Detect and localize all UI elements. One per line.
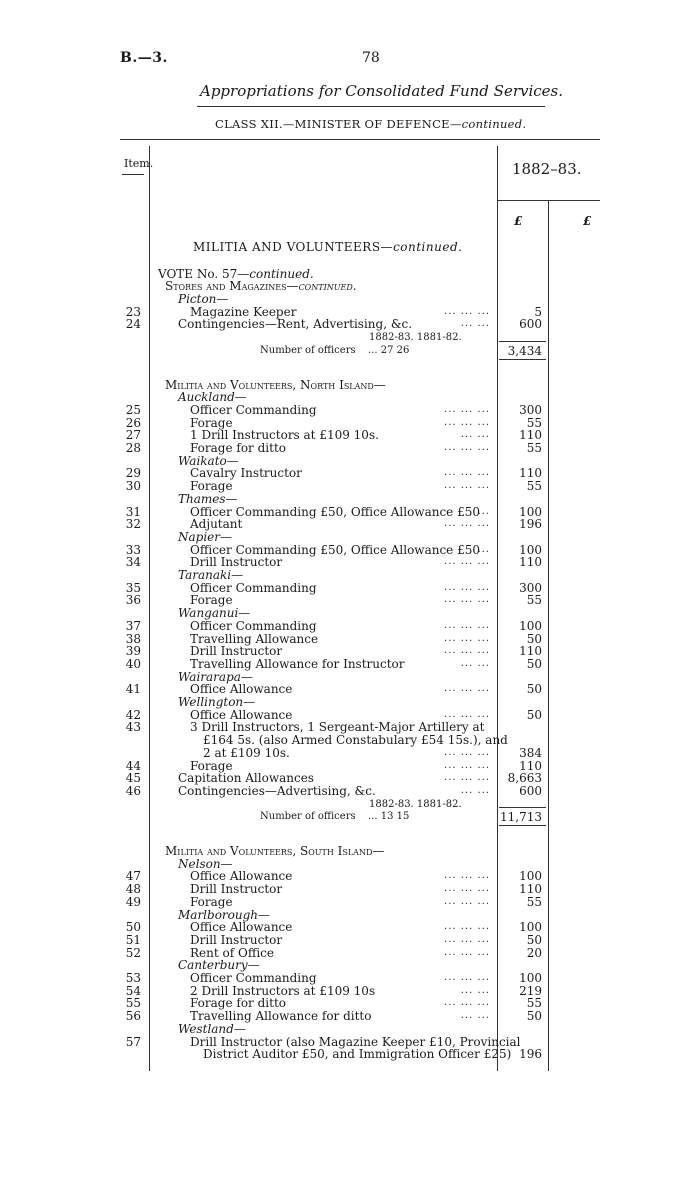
item-number: 33 xyxy=(125,542,141,557)
item-amount: 110 xyxy=(519,644,542,659)
district-heading: Auckland— xyxy=(178,390,247,405)
item-description: Drill Instructor xyxy=(190,644,283,659)
item-number: 42 xyxy=(125,707,141,722)
item-number: 46 xyxy=(125,783,141,798)
item-amount: 50 xyxy=(526,707,542,722)
subtotal-rule-top xyxy=(499,341,546,342)
page-number: 78 xyxy=(362,50,380,66)
item-amount: 196 xyxy=(519,1047,542,1062)
item-description: Forage xyxy=(190,894,233,909)
item-number: 23 xyxy=(125,304,141,319)
district-heading: Thames— xyxy=(178,491,238,506)
item-description: 2 at £109 10s. xyxy=(203,745,290,760)
vote-heading: VOTE No. 57—continued. xyxy=(158,267,314,281)
item-number: 47 xyxy=(125,869,141,884)
leader-dots: ... ... ... xyxy=(444,467,490,479)
item-amount: 55 xyxy=(526,479,542,494)
leader-dots: ... ... ... xyxy=(444,708,490,720)
subtotal-rule-bottom xyxy=(499,359,546,360)
item-number: 51 xyxy=(125,932,141,947)
item-amount: 384 xyxy=(519,745,542,760)
leader-dots: ... ... ... xyxy=(444,619,490,631)
item-description: Cavalry Instructor xyxy=(190,466,302,481)
title-rule xyxy=(197,106,545,107)
item-amount: 100 xyxy=(519,618,542,633)
leader-dots: ... ... ... xyxy=(444,972,490,983)
leader-dots: ... ... ... xyxy=(444,442,490,453)
item-amount: 100 xyxy=(519,869,542,884)
item-number: 40 xyxy=(125,656,141,671)
item-description: Officer Commanding xyxy=(190,402,317,417)
leader-dots: ... ... xyxy=(460,1010,490,1022)
item-number: 44 xyxy=(125,758,141,773)
item-description: Travelling Allowance xyxy=(190,631,319,646)
item-description: Travelling Allowance for ditto xyxy=(190,1009,372,1024)
currency-symbol-1: £ xyxy=(514,214,523,228)
leader-dots: ... ... xyxy=(460,429,490,441)
item-number: 35 xyxy=(125,580,141,595)
item-amount: 50 xyxy=(526,932,542,947)
leader-dots: ... ... ... xyxy=(444,933,490,945)
item-description: Forage xyxy=(190,593,233,608)
item-number: 39 xyxy=(125,644,141,659)
region-heading: Militia and Volunteers, North Island— xyxy=(165,377,386,392)
item-amount: 110 xyxy=(519,555,542,570)
item-description: Forage xyxy=(190,479,233,494)
item-description: Forage for ditto xyxy=(190,441,286,455)
amount-column-rule xyxy=(548,200,549,1071)
district-heading: Picton— xyxy=(178,292,229,306)
item-number: 29 xyxy=(125,466,141,481)
item-amount: 55 xyxy=(526,415,542,430)
item-number: 55 xyxy=(125,996,141,1011)
item-number: 25 xyxy=(125,402,141,417)
district-heading: Westland— xyxy=(178,1021,246,1036)
document-code: B.—3. xyxy=(120,50,168,66)
item-amount: 300 xyxy=(519,402,542,417)
item-number: 57 xyxy=(125,1034,141,1049)
item-number: 50 xyxy=(125,920,141,935)
item-description: Contingencies—Advertising, &c. xyxy=(178,783,376,798)
item-number: 52 xyxy=(125,945,141,960)
item-number: 49 xyxy=(125,894,141,909)
item-amount: 600 xyxy=(519,783,542,798)
item-amount: 110 xyxy=(519,882,542,897)
officer-counts: ... 13 15 xyxy=(368,811,410,823)
item-number: 37 xyxy=(125,618,141,633)
item-number: 53 xyxy=(125,971,141,985)
item-description: 3 Drill Instructors, 1 Sergeant-Major Artillery at xyxy=(190,720,485,735)
district-heading: Taranaki— xyxy=(178,568,244,582)
subhead: Stores and Magazines—continued. xyxy=(165,279,357,293)
leader-dots: ... ... ... xyxy=(444,403,490,415)
subtotal-amount: 3,434 xyxy=(507,343,542,358)
item-number: 27 xyxy=(125,428,141,443)
item-description: 1 Drill Instructors at £109 10s. xyxy=(190,428,379,443)
item-description: Officer Commanding £50, Office Allowance £50 xyxy=(190,504,480,519)
item-description: £164 5s. (also Armed Constabulary £54 15s.), and xyxy=(203,733,508,748)
leader-dots: ... ... ... xyxy=(444,594,490,606)
section-title: MILITIA AND VOLUNTEERS—continued. xyxy=(193,240,463,254)
item-number: 43 xyxy=(125,720,141,735)
item-description: Drill Instructor (also Magazine Keeper £10, Provincial xyxy=(190,1034,521,1049)
item-number: 48 xyxy=(125,882,141,897)
item-description: Forage xyxy=(190,758,233,773)
item-amount: 5 xyxy=(534,304,542,319)
item-description: Capitation Allowances xyxy=(178,771,314,786)
item-amount: 50 xyxy=(526,1009,542,1024)
leader-dots: ... ... ... xyxy=(444,997,490,1009)
item-amount: 55 xyxy=(526,441,542,455)
item-amount: 196 xyxy=(519,517,542,532)
item-description: Office Allowance xyxy=(190,869,293,884)
item-number: 28 xyxy=(125,441,141,455)
leader-dots: ... ... xyxy=(460,984,490,996)
leader-dots: ... ... ... xyxy=(444,759,490,771)
leader-dots: ... ... xyxy=(460,318,490,330)
item-number: 45 xyxy=(125,771,141,786)
leader-dots: ... ... ... xyxy=(444,683,490,695)
year-column-heading: 1882–83. xyxy=(512,160,582,178)
item-description: Travelling Allowance for Instructor xyxy=(190,656,405,671)
district-heading: Wairarapa— xyxy=(178,669,253,684)
item-amount: 20 xyxy=(526,945,542,960)
item-amount: 110 xyxy=(519,466,542,481)
leader-dots: ... ... ... xyxy=(444,632,490,644)
subtotal-amount: 11,713 xyxy=(500,810,542,825)
item-amount: 300 xyxy=(519,580,542,595)
leader-dots: ... ... ... xyxy=(444,746,490,758)
leader-dots: ... xyxy=(477,505,490,517)
leader-dots: ... ... ... xyxy=(444,870,490,882)
item-heading-underline xyxy=(122,174,144,175)
item-description: Rent of Office xyxy=(190,945,275,960)
item-number: 41 xyxy=(125,682,141,697)
table-top-rule xyxy=(120,139,600,140)
item-description: Office Allowance xyxy=(190,682,293,697)
leader-dots: ... ... ... xyxy=(444,305,490,317)
leader-dots: ... ... ... xyxy=(444,883,490,895)
item-amount: 110 xyxy=(519,758,542,773)
leader-dots: ... ... ... xyxy=(444,416,490,428)
district-heading: Waikato— xyxy=(178,453,239,468)
leader-dots: ... ... ... xyxy=(444,645,490,657)
item-description: Forage xyxy=(190,415,233,430)
leader-dots: ... ... ... xyxy=(444,581,490,593)
region-heading: Militia and Volunteers, South Island— xyxy=(165,844,385,858)
leader-dots: ... ... ... xyxy=(444,921,490,933)
item-amount: 50 xyxy=(526,682,542,697)
leader-dots: ... ... ... xyxy=(444,895,490,907)
leader-dots: ... ... ... xyxy=(444,480,490,492)
officer-label: Number of officers xyxy=(260,811,356,823)
district-heading: Wellington— xyxy=(178,695,256,709)
item-amount: 50 xyxy=(526,631,542,646)
item-number: 38 xyxy=(125,631,141,646)
item-description: Office Allowance xyxy=(190,920,293,935)
class-heading: CLASS XII.—MINISTER OF DEFENCE—continued. xyxy=(215,117,527,131)
item-amount: 100 xyxy=(519,971,542,985)
item-amount: 8,663 xyxy=(507,771,542,786)
item-amount: 600 xyxy=(519,317,542,332)
item-number: 54 xyxy=(125,983,141,998)
item-description: Drill Instructor xyxy=(190,932,283,947)
item-amount: 55 xyxy=(526,894,542,909)
item-number: 36 xyxy=(125,593,141,608)
item-number: 31 xyxy=(125,504,141,519)
item-amount: 219 xyxy=(519,983,542,998)
item-column-rule xyxy=(149,146,150,1071)
item-amount: 100 xyxy=(519,504,542,519)
leader-dots: ... ... ... xyxy=(444,518,490,530)
officer-years: 1882-83. 1881-82. xyxy=(369,798,462,810)
item-number: 34 xyxy=(125,555,141,570)
currency-symbol-2: £ xyxy=(583,214,592,228)
item-description: 2 Drill Instructors at £109 10s xyxy=(190,983,376,998)
item-number: 32 xyxy=(125,517,141,532)
district-heading: Nelson— xyxy=(178,856,233,871)
subtotal-rule-bottom xyxy=(499,825,546,826)
item-amount: 50 xyxy=(526,656,542,671)
officer-label: Number of officers xyxy=(260,344,356,356)
district-heading: Wanganui— xyxy=(178,606,251,621)
item-amount: 55 xyxy=(526,593,542,608)
item-description: Drill Instructor xyxy=(190,882,283,897)
item-column-heading: Item. xyxy=(124,157,154,170)
year-heading-rule xyxy=(497,200,600,201)
item-number: 56 xyxy=(125,1009,141,1024)
item-description: Officer Commanding £50, Office Allowance £50 xyxy=(190,542,480,557)
item-description: Officer Commanding xyxy=(190,580,317,595)
item-number: 24 xyxy=(125,317,141,332)
item-amount: 100 xyxy=(519,542,542,557)
item-description: Drill Instructor xyxy=(190,555,283,570)
item-description: Forage for ditto xyxy=(190,996,286,1011)
leader-dots: ... ... xyxy=(460,657,490,669)
officer-counts: ... 27 26 xyxy=(368,344,410,356)
item-amount: 110 xyxy=(519,428,542,443)
item-amount: 100 xyxy=(519,920,542,935)
item-description: Contingencies—Rent, Advertising, &c. xyxy=(178,317,413,332)
item-number: 30 xyxy=(125,479,141,494)
leader-dots: ... ... xyxy=(460,784,490,796)
item-number: 26 xyxy=(125,415,141,430)
item-description: Office Allowance xyxy=(190,707,293,722)
officer-years: 1882-83. 1881-82. xyxy=(369,332,462,344)
item-description: Adjutant xyxy=(190,517,243,532)
item-description: Magazine Keeper xyxy=(190,304,297,319)
subtotal-rule-top xyxy=(499,807,546,808)
item-amount: 55 xyxy=(526,996,542,1011)
district-heading: Marlborough— xyxy=(178,907,271,922)
item-description: Officer Commanding xyxy=(190,618,317,633)
item-description: Officer Commanding xyxy=(190,971,317,985)
leader-dots: ... xyxy=(477,543,490,555)
page-title: Appropriations for Consolidated Fund Services. xyxy=(200,82,564,100)
district-heading: Napier— xyxy=(178,529,233,544)
leader-dots: ... ... ... xyxy=(444,946,490,958)
district-heading: Canterbury— xyxy=(178,958,260,973)
leader-dots: ... ... ... xyxy=(444,556,490,568)
leader-dots: ... ... ... xyxy=(444,772,490,784)
item-description: District Auditor £50, and Immigration Officer £25) xyxy=(203,1047,512,1062)
